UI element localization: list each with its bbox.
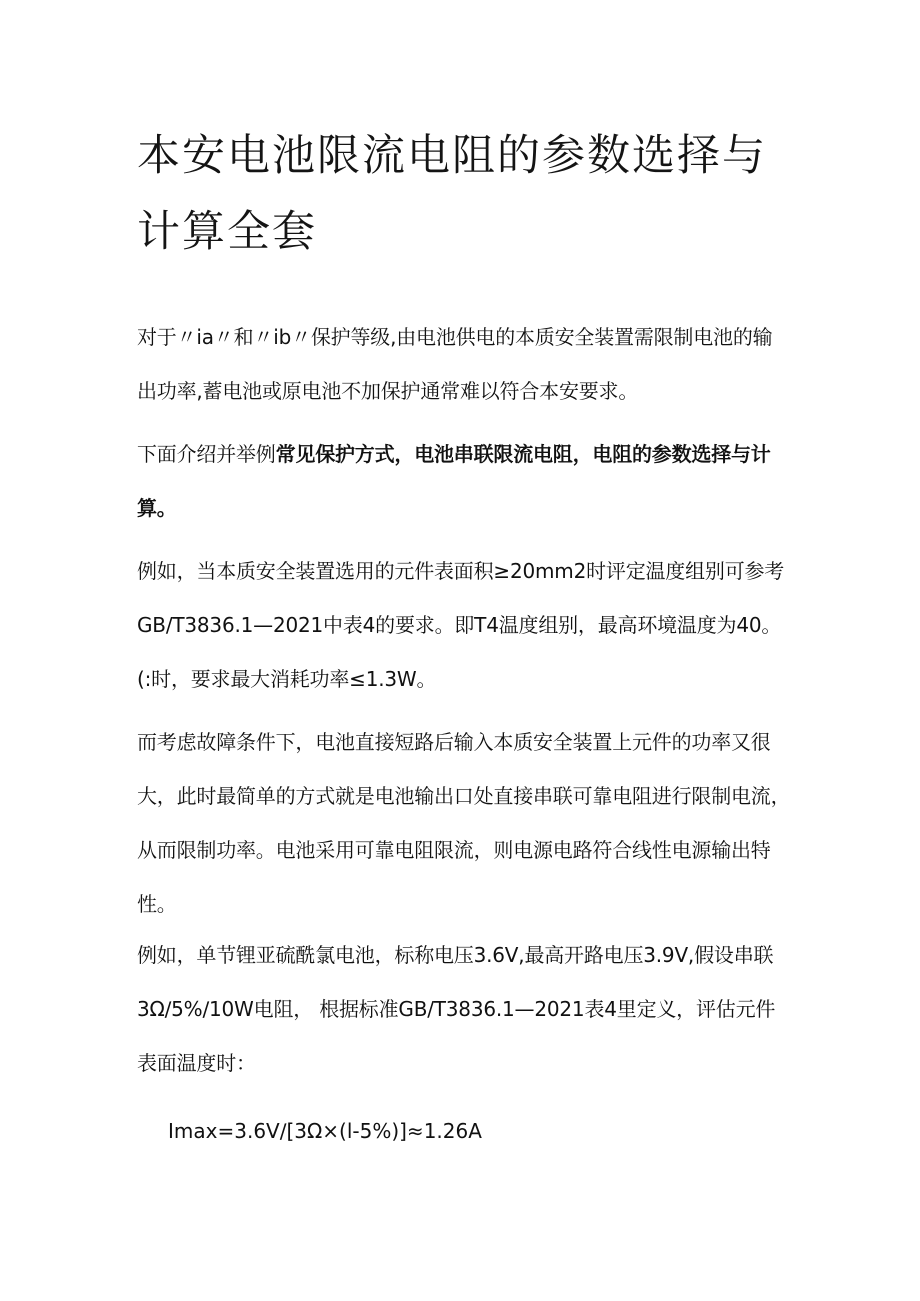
paragraph-intro-bold: 常见保护方式，电池串联限流电阻，电阻的参数选择与计算。 — [137, 442, 771, 520]
formula-imax: Imax=3.6V∕[3Ω×(l-5%)]≈1.26A — [168, 1119, 482, 1143]
paragraph-intro — [137, 427, 792, 535]
paragraph-battery-example: 例如，单节锂亚硫酰氯电池，标称电压3.6V,最高开路电压3.9V,假设串联3Ω∕5%∕10W电阻， 根据标准GB/T3836.1—2021表4里定义，评估元件表面温度时： — [137, 943, 776, 1075]
paragraph-intro-lead: 下面介绍并举例 — [137, 442, 276, 466]
paragraph-protection-level: 对于〃ia〃和〃ib〃保护等级,由电池供电的本质安全装置需限制电池的输出功率,蓄电池或原电池不加保护通常难以符合本安要求。 — [137, 325, 773, 403]
document-title: 本安电池限流电阻的参数选择与计算全套 — [137, 131, 767, 257]
paragraph-fault-condition: 而考虑故障条件下，电池直接短路后输入本质安全装置上元件的功率又很大，此时最简单的方式就是电池输出口处直接串联可靠电阻进行限制电流，从而限制功率。电池采用可靠电阻限流，则电源电路符合线性电源输出特性。 — [137, 730, 791, 916]
paragraph-temperature-example: 例如，当本质安全装置选用的元件表面积≥20mm2时评定温度组别可参考GB/T3836.1—2021中表4的要求。即T4温度组别，最高环境温度为40。(:时，要求最大消耗功率≤1.3W。 — [137, 559, 785, 691]
